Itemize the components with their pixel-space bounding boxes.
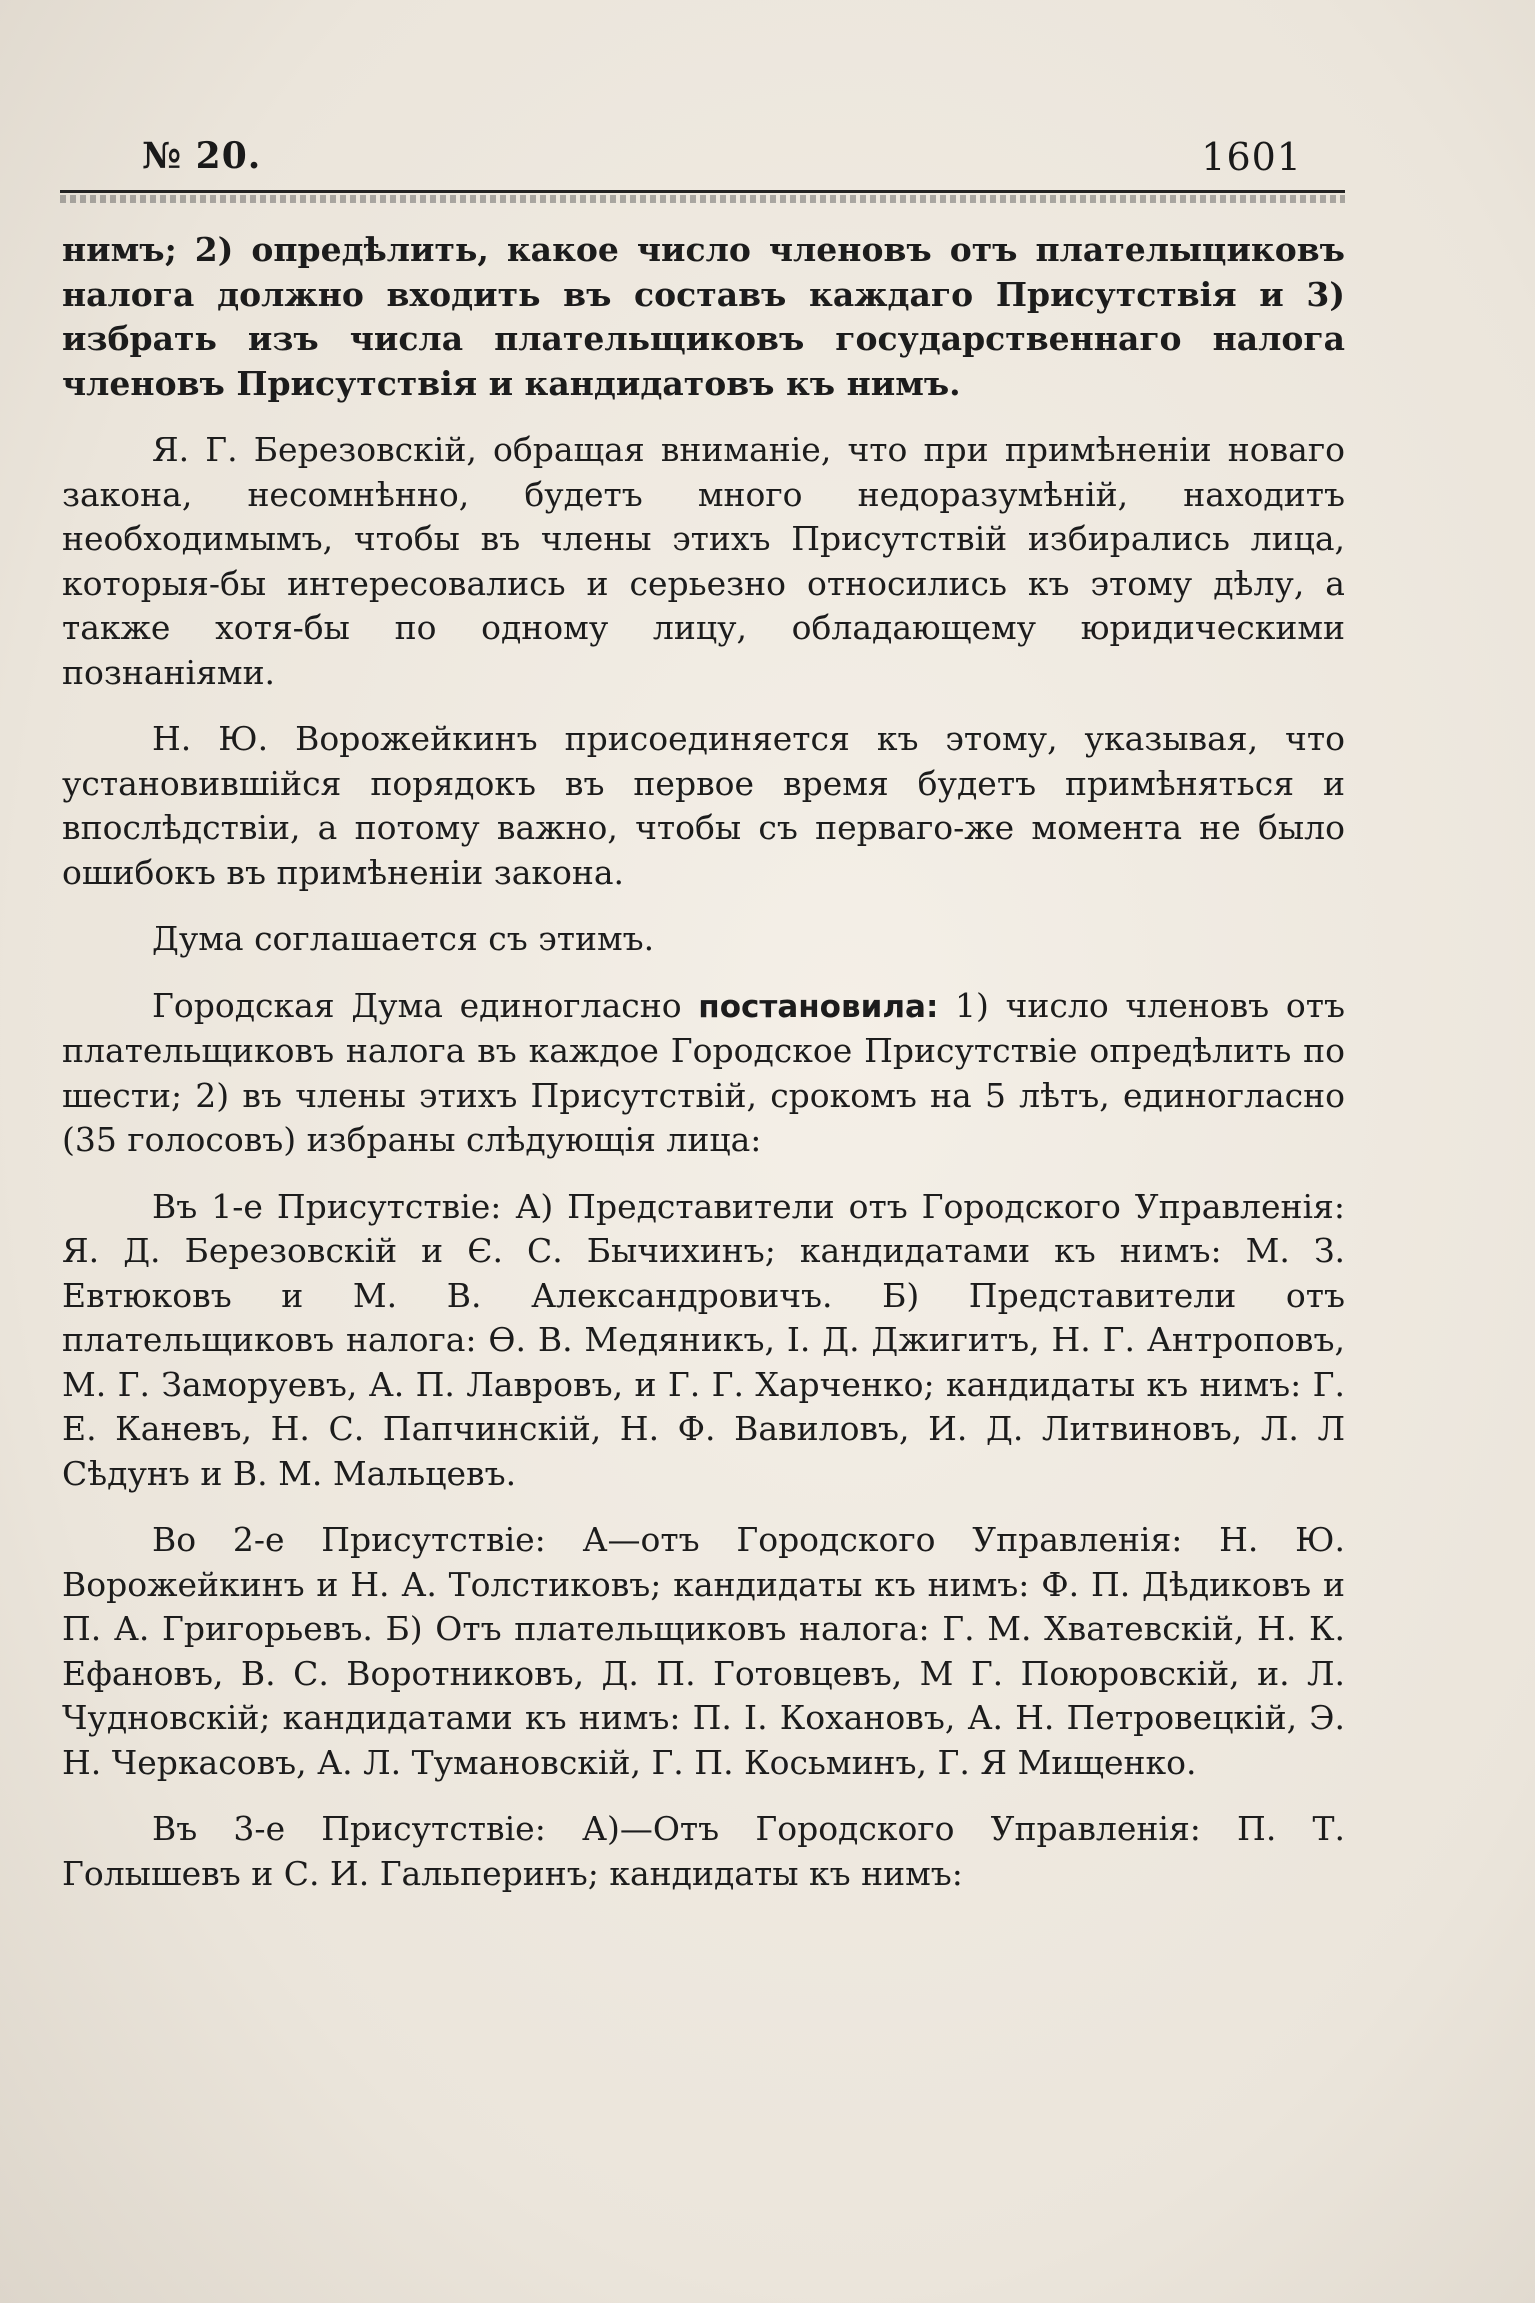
resolution-emphasis: постановила: [698,988,939,1025]
paragraph-third-office: Въ 3-е Присутствіе: А)—Отъ Городского Управленія: П. Т. Голышевъ и С. И. Гальперинъ; кандидаты къ нимъ: [62,1809,1345,1893]
resolution-after: 1) число членовъ отъ плательщиковъ налога въ каждое Городское Присутствіе опредѣлить по шести; 2) въ члены этихъ Присутствій, срокомъ на 5 лѣтъ, единогласно (35 голосовъ) избраны слѣдующія лица: [62,985,1345,1159]
paragraph-duma-agrees: Дума соглашается съ этимъ. [152,919,655,958]
paragraph-vorozheikin: Н. Ю. Ворожейкинъ присоединяется къ этому, указывая, что установившійся порядокъ въ первое время будетъ примѣняться и впослѣдствіи, а потому важно, чтобы съ перваго-же момента не было ошибокъ въ примѣненіи закона. [62,719,1345,892]
page-number: 1601 [1201,135,1302,179]
header-rule-ornament [60,195,1345,203]
resolution-before: Городская Дума единогласно [152,985,699,1025]
paragraph-first-office: Въ 1-е Присутствіе: А) Представители отъ Городского Управленія: Я. Д. Березовскій и Є. С. Бычихинъ; кандидатами къ нимъ: М. З. Евтюковъ и М. В. Александровичъ. Б) Представители отъ плательщиковъ налога: Ѳ. В. Медяникъ, І. Д. Джигитъ, Н. Г. Антроповъ, М. Г. Заморуевъ, А. П. Лавровъ, и Г. Г. Харченко; кандидаты къ нимъ: Г. Е. Каневъ, Н. С. Папчинскій, Н. Ф. Вавиловъ, И. Д. Литвиновъ, Л. Л Сѣдунъ и В. М. Мальцевъ. [62,1186,1345,1493]
body-text [62,228,1345,1918]
paragraph-continuation: нимъ; 2) опредѣлить, какое число членовъ отъ плателыциковъ налога должно входить въ составъ каждаго Присутствія и 3) избрать изъ числа плательщиковъ государственнаго налога членовъ Присутствія и кандидатовъ къ нимъ. [62,230,1345,403]
paragraph-berezovsky: Я. Г. Березовскій, обращая вниманіе, что при примѣненіи новаго закона, несомнѣнно, будетъ много недоразумѣній, находитъ необходимымъ, чтобы въ члены этихъ Присутствій избирались лица, которыя-бы интересовались и серьезно относились къ этому дѣлу, а также хотя-бы по одному лицу, обладающему юридическими познаніями. [62,430,1345,692]
paragraph-second-office: Во 2-е Присутствіе: А—отъ Городского Управленія: Н. Ю. Ворожейкинъ и Н. А. Толстиковъ; кандидаты къ нимъ: Ф. П. Дѣдиковъ и П. А. Григорьевъ. Б) Отъ плательщиковъ налога: Г. М. Хватевскій, Н. К. Ефановъ, В. С. Воротниковъ, Д. П. Готовцевъ, М Г. Поюровскій, и. Л. Чудновскій; кандидатами къ нимъ: П. І. Кохановъ, А. Н. Петровецкій, Э. Н. Черкасовъ, А. Л. Тумановскій, Г. П. Косьминъ, Г. Я Мищенко. [62,1520,1345,1782]
page-header [142,135,1302,185]
issue-number: № 20. [142,135,262,177]
paragraph-resolution [62,984,1345,1163]
